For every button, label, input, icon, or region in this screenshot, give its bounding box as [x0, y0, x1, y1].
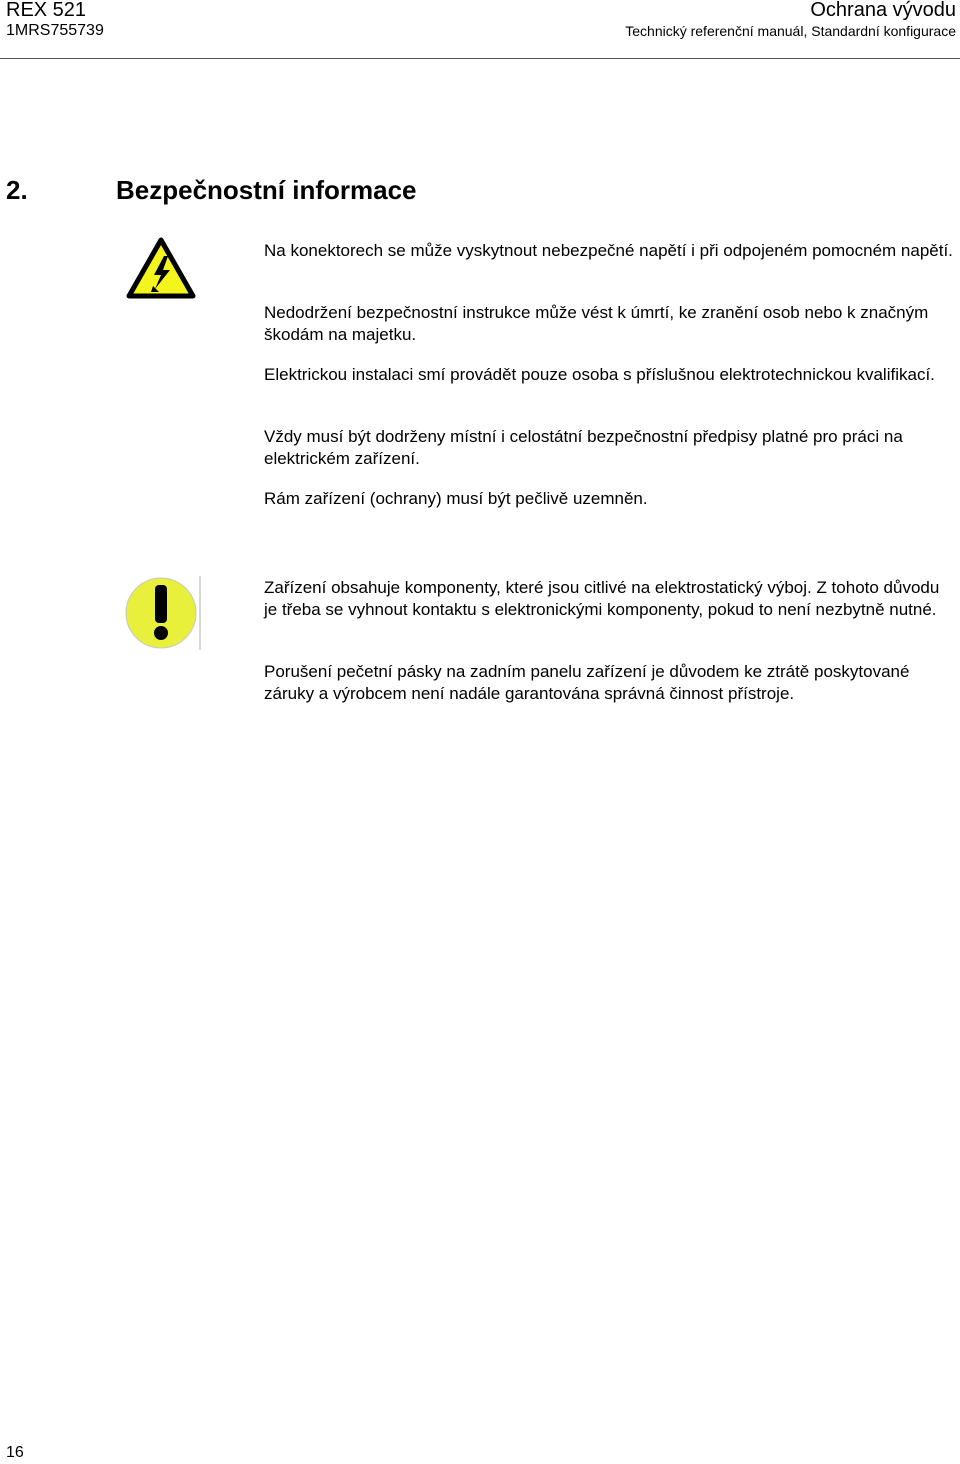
warning-text: Elektrickou instalaci smí provádět pouze osoba s příslušnou elektrotechnickou kvalifikací. [264, 365, 935, 384]
product-name: REX 521 [6, 0, 87, 21]
chapter-title: Ochrana vývodu [810, 0, 956, 21]
caution-text: Zařízení obsahuje komponenty, které jsou citlivé na elektrostatický výboj. Z tohoto důvodu je třeba se vyhnout kontaktu s elektronickými komponenty, pokud to není nezbytně nutné. [264, 578, 940, 619]
warning-text: Nedodržení bezpečnostní instrukce může vést k úmrtí, ke zranění osob nebo k značným škodám na majetku. [264, 303, 929, 344]
section-heading [6, 174, 417, 206]
section-number: 2. [6, 175, 28, 205]
manual-subtitle: Technický referenční manuál, Standardní konfigurace [625, 23, 956, 39]
page-header [0, 0, 960, 59]
page-number: 16 [6, 1444, 24, 1461]
warning-text: Rám zařízení (ochrany) musí být pečlivě uzemněn. [264, 489, 648, 508]
section-title: Bezpečnostní informace [116, 175, 417, 205]
exclamation-caution-icon [124, 575, 202, 651]
document-code: 1MRS755739 [6, 22, 104, 39]
warning-text: Na konektorech se může vyskytnout nebezpečné napětí i při odpojeném pomocném napětí. [264, 241, 953, 260]
warning-text: Vždy musí být dodrženy místní i celostátní bezpečnostní předpisy platné pro práci na elektrickém zařízení. [264, 427, 903, 468]
electric-shock-warning-icon [126, 237, 196, 299]
caution-text: Porušení pečetní pásky na zadním panelu zařízení je důvodem ke ztrátě poskytované záruky a výrobcem není nadále garantována správná činnost přístroje. [264, 662, 910, 703]
